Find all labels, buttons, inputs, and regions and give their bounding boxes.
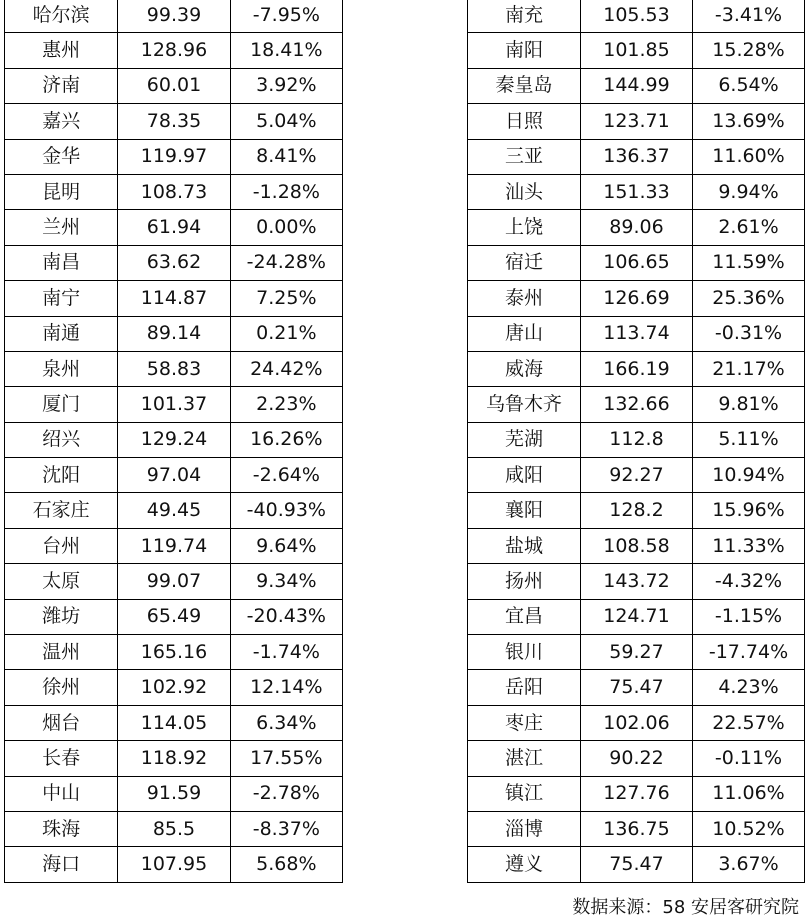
city-cell: 淄博	[468, 811, 581, 846]
change-cell: 18.41%	[230, 33, 342, 68]
price-cell: 75.47	[581, 670, 693, 705]
table-row	[5, 422, 343, 457]
price-cell: 91.59	[118, 776, 230, 811]
price-cell: 128.96	[118, 33, 230, 68]
table-row	[5, 174, 343, 209]
table-row	[468, 316, 805, 351]
price-cell: 101.85	[581, 33, 693, 68]
change-cell: -8.37%	[230, 811, 342, 846]
city-cell: 南充	[468, 0, 581, 33]
city-cell: 长春	[5, 741, 118, 776]
city-table-left	[4, 0, 343, 883]
city-cell: 南阳	[468, 33, 581, 68]
change-cell: 11.33%	[693, 528, 805, 563]
city-table-right	[467, 0, 805, 883]
price-cell: 118.92	[118, 741, 230, 776]
change-cell: -1.15%	[693, 599, 805, 634]
change-cell: -1.28%	[230, 174, 342, 209]
price-cell: 114.05	[118, 705, 230, 740]
price-cell: 114.87	[118, 281, 230, 316]
city-cell: 岳阳	[468, 670, 581, 705]
change-cell: 9.34%	[230, 564, 342, 599]
change-cell: 9.64%	[230, 528, 342, 563]
price-cell: 108.58	[581, 528, 693, 563]
change-cell: -2.78%	[230, 776, 342, 811]
change-cell: 24.42%	[230, 351, 342, 386]
table-row	[468, 68, 805, 103]
city-cell: 秦皇岛	[468, 68, 581, 103]
city-cell: 温州	[5, 635, 118, 670]
table-row	[468, 458, 805, 493]
change-cell: -7.95%	[230, 0, 342, 33]
change-cell: 21.17%	[693, 351, 805, 386]
change-cell: 3.92%	[230, 68, 342, 103]
table-row	[468, 528, 805, 563]
table-row	[5, 564, 343, 599]
change-cell: -20.43%	[230, 599, 342, 634]
change-cell: 12.14%	[230, 670, 342, 705]
price-cell: 85.5	[118, 811, 230, 846]
price-cell: 107.95	[118, 847, 230, 882]
table-row	[5, 599, 343, 634]
price-cell: 63.62	[118, 245, 230, 280]
city-cell: 日照	[468, 104, 581, 139]
table-row	[468, 139, 805, 174]
table-row	[5, 281, 343, 316]
city-cell: 威海	[468, 351, 581, 386]
table-row	[468, 174, 805, 209]
table-body-left	[5, 0, 343, 882]
change-cell: 4.23%	[693, 670, 805, 705]
price-cell: 89.06	[581, 210, 693, 245]
city-cell: 三亚	[468, 139, 581, 174]
city-cell: 银川	[468, 635, 581, 670]
city-cell: 宿迁	[468, 245, 581, 280]
table-row	[468, 387, 805, 422]
change-cell: 10.52%	[693, 811, 805, 846]
table-row	[5, 0, 343, 33]
table-row	[5, 811, 343, 846]
table-row	[468, 245, 805, 280]
price-cell: 61.94	[118, 210, 230, 245]
price-cell: 151.33	[581, 174, 693, 209]
city-cell: 嘉兴	[5, 104, 118, 139]
change-cell: 10.94%	[693, 458, 805, 493]
change-cell: 2.23%	[230, 387, 342, 422]
table-row	[5, 705, 343, 740]
change-cell: -4.32%	[693, 564, 805, 599]
table-row	[468, 635, 805, 670]
table-row	[5, 493, 343, 528]
city-cell: 济南	[5, 68, 118, 103]
price-cell: 123.71	[581, 104, 693, 139]
city-cell: 泉州	[5, 351, 118, 386]
change-cell: -0.11%	[693, 741, 805, 776]
city-cell: 徐州	[5, 670, 118, 705]
change-cell: -40.93%	[230, 493, 342, 528]
change-cell: -1.74%	[230, 635, 342, 670]
change-cell: 16.26%	[230, 422, 342, 457]
table-row	[468, 104, 805, 139]
table-row	[5, 458, 343, 493]
city-cell: 珠海	[5, 811, 118, 846]
table-row	[468, 599, 805, 634]
table-row	[5, 104, 343, 139]
city-cell: 咸阳	[468, 458, 581, 493]
price-cell: 75.47	[581, 847, 693, 882]
table-row	[5, 351, 343, 386]
city-cell: 唐山	[468, 316, 581, 351]
price-cell: 108.73	[118, 174, 230, 209]
city-cell: 乌鲁木齐	[468, 387, 581, 422]
table-row	[468, 847, 805, 882]
city-cell: 遵义	[468, 847, 581, 882]
price-cell: 102.92	[118, 670, 230, 705]
city-cell: 汕头	[468, 174, 581, 209]
city-cell: 扬州	[468, 564, 581, 599]
table-row	[468, 422, 805, 457]
price-cell: 112.8	[581, 422, 693, 457]
change-cell: 15.96%	[693, 493, 805, 528]
table-row	[5, 528, 343, 563]
city-cell: 惠州	[5, 33, 118, 68]
change-cell: 22.57%	[693, 705, 805, 740]
city-cell: 芜湖	[468, 422, 581, 457]
city-cell: 太原	[5, 564, 118, 599]
price-cell: 97.04	[118, 458, 230, 493]
change-cell: 15.28%	[693, 33, 805, 68]
table-row	[468, 705, 805, 740]
change-cell: 7.25%	[230, 281, 342, 316]
table-row	[5, 210, 343, 245]
city-cell: 南宁	[5, 281, 118, 316]
price-cell: 143.72	[581, 564, 693, 599]
change-cell: 11.59%	[693, 245, 805, 280]
price-cell: 58.83	[118, 351, 230, 386]
table-body-right	[468, 0, 805, 882]
price-cell: 102.06	[581, 705, 693, 740]
price-cell: 106.65	[581, 245, 693, 280]
price-cell: 166.19	[581, 351, 693, 386]
city-cell: 南通	[5, 316, 118, 351]
table-row	[468, 493, 805, 528]
table-row	[468, 281, 805, 316]
table-row	[468, 811, 805, 846]
change-cell: 25.36%	[693, 281, 805, 316]
price-cell: 99.07	[118, 564, 230, 599]
price-cell: 90.22	[581, 741, 693, 776]
city-cell: 烟台	[5, 705, 118, 740]
city-cell: 宜昌	[468, 599, 581, 634]
city-cell: 镇江	[468, 776, 581, 811]
price-cell: 119.97	[118, 139, 230, 174]
table-row	[468, 741, 805, 776]
city-cell: 哈尔滨	[5, 0, 118, 33]
table-row	[5, 670, 343, 705]
city-cell: 兰州	[5, 210, 118, 245]
price-cell: 99.39	[118, 0, 230, 33]
change-cell: 0.00%	[230, 210, 342, 245]
city-cell: 襄阳	[468, 493, 581, 528]
table-row	[5, 316, 343, 351]
price-cell: 105.53	[581, 0, 693, 33]
city-cell: 金华	[5, 139, 118, 174]
change-cell: 5.68%	[230, 847, 342, 882]
change-cell: 0.21%	[230, 316, 342, 351]
change-cell: 5.04%	[230, 104, 342, 139]
change-cell: 8.41%	[230, 139, 342, 174]
city-cell: 上饶	[468, 210, 581, 245]
change-cell: 9.94%	[693, 174, 805, 209]
price-cell: 65.49	[118, 599, 230, 634]
price-cell: 128.2	[581, 493, 693, 528]
city-cell: 枣庄	[468, 705, 581, 740]
change-cell: -24.28%	[230, 245, 342, 280]
table-row	[468, 564, 805, 599]
price-cell: 113.74	[581, 316, 693, 351]
table-row	[468, 670, 805, 705]
city-cell: 中山	[5, 776, 118, 811]
change-cell: 3.67%	[693, 847, 805, 882]
price-cell: 126.69	[581, 281, 693, 316]
city-cell: 海口	[5, 847, 118, 882]
change-cell: 9.81%	[693, 387, 805, 422]
table-row	[5, 776, 343, 811]
change-cell: -17.74%	[693, 635, 805, 670]
city-cell: 石家庄	[5, 493, 118, 528]
price-cell: 124.71	[581, 599, 693, 634]
change-cell: 11.06%	[693, 776, 805, 811]
city-cell: 台州	[5, 528, 118, 563]
table-row	[5, 847, 343, 882]
price-cell: 59.27	[581, 635, 693, 670]
change-cell: -3.41%	[693, 0, 805, 33]
city-cell: 盐城	[468, 528, 581, 563]
change-cell: -2.64%	[230, 458, 342, 493]
price-cell: 119.74	[118, 528, 230, 563]
table-row	[5, 741, 343, 776]
change-cell: 6.54%	[693, 68, 805, 103]
table-row	[468, 33, 805, 68]
table-row	[5, 245, 343, 280]
city-cell: 昆明	[5, 174, 118, 209]
change-cell: 6.34%	[230, 705, 342, 740]
data-source-note: 数据来源：58 安居客研究院	[572, 897, 799, 918]
price-cell: 144.99	[581, 68, 693, 103]
city-cell: 厦门	[5, 387, 118, 422]
price-cell: 136.37	[581, 139, 693, 174]
price-cell: 165.16	[118, 635, 230, 670]
change-cell: -0.31%	[693, 316, 805, 351]
table-row	[5, 68, 343, 103]
price-cell: 101.37	[118, 387, 230, 422]
price-cell: 60.01	[118, 68, 230, 103]
city-cell: 潍坊	[5, 599, 118, 634]
table-row	[468, 776, 805, 811]
price-cell: 127.76	[581, 776, 693, 811]
change-cell: 17.55%	[230, 741, 342, 776]
price-cell: 49.45	[118, 493, 230, 528]
price-cell: 129.24	[118, 422, 230, 457]
city-cell: 泰州	[468, 281, 581, 316]
table-row	[5, 387, 343, 422]
table-row	[5, 139, 343, 174]
table-row	[5, 635, 343, 670]
table-row	[468, 0, 805, 33]
price-cell: 78.35	[118, 104, 230, 139]
price-cell: 132.66	[581, 387, 693, 422]
table-row	[468, 210, 805, 245]
price-cell: 92.27	[581, 458, 693, 493]
table-row	[5, 33, 343, 68]
table-row	[468, 351, 805, 386]
price-cell: 136.75	[581, 811, 693, 846]
city-cell: 沈阳	[5, 458, 118, 493]
change-cell: 13.69%	[693, 104, 805, 139]
price-cell: 89.14	[118, 316, 230, 351]
city-cell: 湛江	[468, 741, 581, 776]
change-cell: 11.60%	[693, 139, 805, 174]
city-cell: 南昌	[5, 245, 118, 280]
change-cell: 5.11%	[693, 422, 805, 457]
city-cell: 绍兴	[5, 422, 118, 457]
change-cell: 2.61%	[693, 210, 805, 245]
